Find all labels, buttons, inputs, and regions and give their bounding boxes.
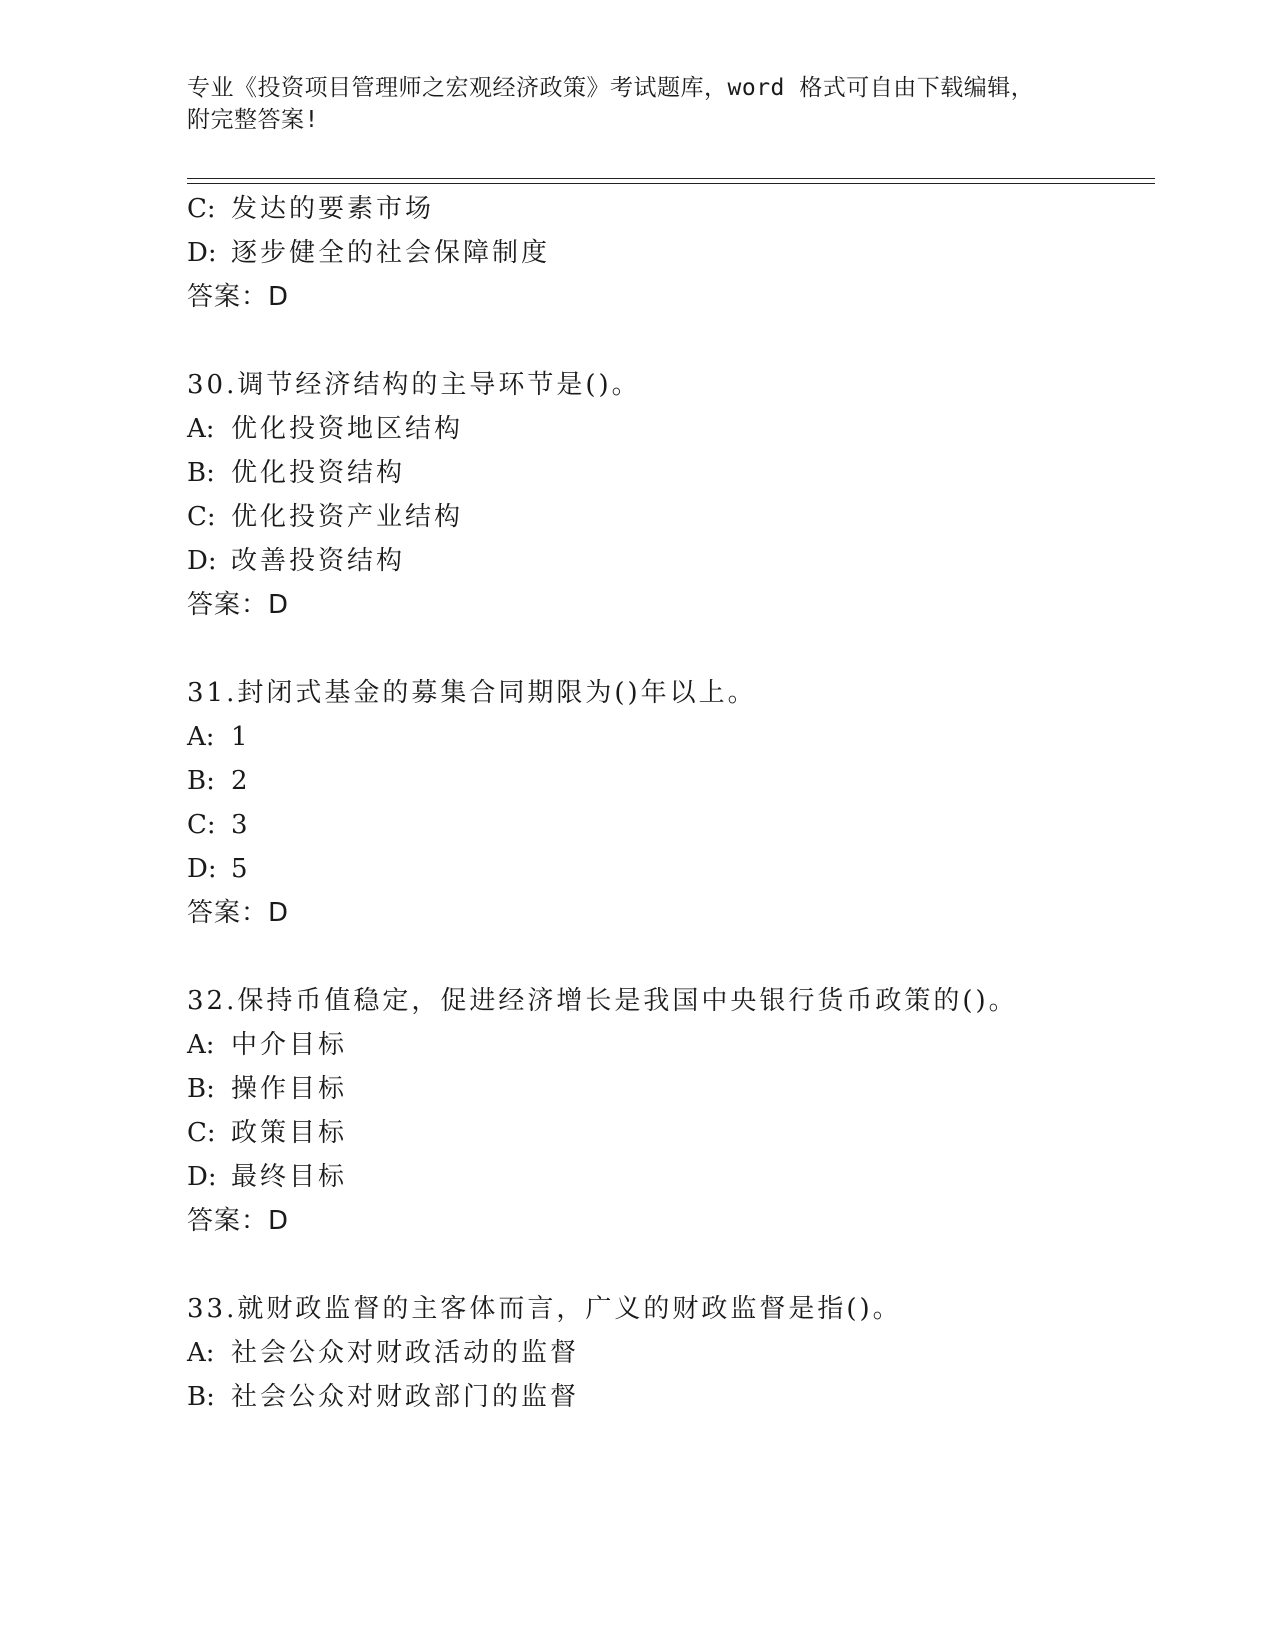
- option-a: [187, 722, 251, 752]
- header-line-2: 附完整答案!: [187, 107, 319, 133]
- option-text: 1: [231, 722, 251, 752]
- option-b: [187, 458, 405, 488]
- option-text: 最终目标: [231, 1162, 348, 1192]
- option-text: 政策目标: [231, 1118, 348, 1148]
- answer-line: 答案：D: [187, 1206, 290, 1236]
- answer-line: 答案：D: [187, 590, 290, 620]
- option-c: [187, 194, 434, 224]
- option-b: [187, 766, 251, 796]
- option-d: [187, 238, 550, 268]
- option-label: A:: [187, 1338, 215, 1368]
- option-text: 5: [231, 854, 251, 884]
- option-d: [187, 546, 405, 576]
- option-label: C:: [187, 502, 216, 532]
- option-text: 操作目标: [231, 1074, 348, 1104]
- option-label: B:: [187, 766, 215, 796]
- question-stem: 31.封闭式基金的募集合同期限为()年以上。: [187, 678, 757, 708]
- answer-line: 答案：D: [187, 898, 290, 928]
- option-label: A:: [187, 722, 215, 752]
- question-stem: 32.保持币值稳定，促进经济增长是我国中央银行货币政策的()。: [187, 986, 1018, 1016]
- option-text: 中介目标: [231, 1030, 348, 1060]
- option-label: D:: [187, 546, 217, 576]
- answer-line: 答案：D: [187, 282, 290, 312]
- option-c: [187, 502, 463, 532]
- option-text: 社会公众对财政活动的监督: [231, 1338, 580, 1368]
- question-stem: 30.调节经济结构的主导环节是()。: [187, 370, 641, 400]
- option-text: 3: [231, 810, 251, 840]
- option-label: A:: [187, 1030, 215, 1060]
- question-stem: 33.就财政监督的主客体而言，广义的财政监督是指()。: [187, 1294, 902, 1324]
- option-label: C:: [187, 810, 216, 840]
- option-text: 2: [231, 766, 251, 796]
- option-text: 逐步健全的社会保障制度: [231, 238, 551, 268]
- option-text: 社会公众对财政部门的监督: [231, 1382, 580, 1412]
- option-c: [187, 810, 251, 840]
- option-label: D:: [187, 238, 217, 268]
- option-a: [187, 414, 463, 444]
- option-text: 优化投资产业结构: [231, 502, 464, 532]
- option-label: D:: [187, 1162, 217, 1192]
- option-a: [187, 1338, 579, 1368]
- header-divider-top: [187, 178, 1155, 179]
- option-text: 优化投资地区结构: [231, 414, 464, 444]
- option-a: [187, 1030, 347, 1060]
- option-d: [187, 854, 251, 884]
- option-d: [187, 1162, 347, 1192]
- option-label: B:: [187, 1382, 215, 1412]
- option-label: D:: [187, 854, 217, 884]
- option-text: 优化投资结构: [231, 458, 406, 488]
- option-label: C:: [187, 194, 216, 224]
- option-text: 改善投资结构: [231, 546, 406, 576]
- option-label: A:: [187, 414, 215, 444]
- option-text: 发达的要素市场: [231, 194, 435, 224]
- header-line-1: 专业《投资项目管理师之宏观经济政策》考试题库，word 格式可自由下载编辑，: [187, 75, 1035, 101]
- document-header: [187, 72, 1067, 136]
- option-label: C:: [187, 1118, 216, 1148]
- header-divider-bottom: [187, 183, 1155, 184]
- option-label: B:: [187, 458, 215, 488]
- option-c: [187, 1118, 347, 1148]
- option-b: [187, 1382, 579, 1412]
- option-b: [187, 1074, 347, 1104]
- option-label: B:: [187, 1074, 215, 1104]
